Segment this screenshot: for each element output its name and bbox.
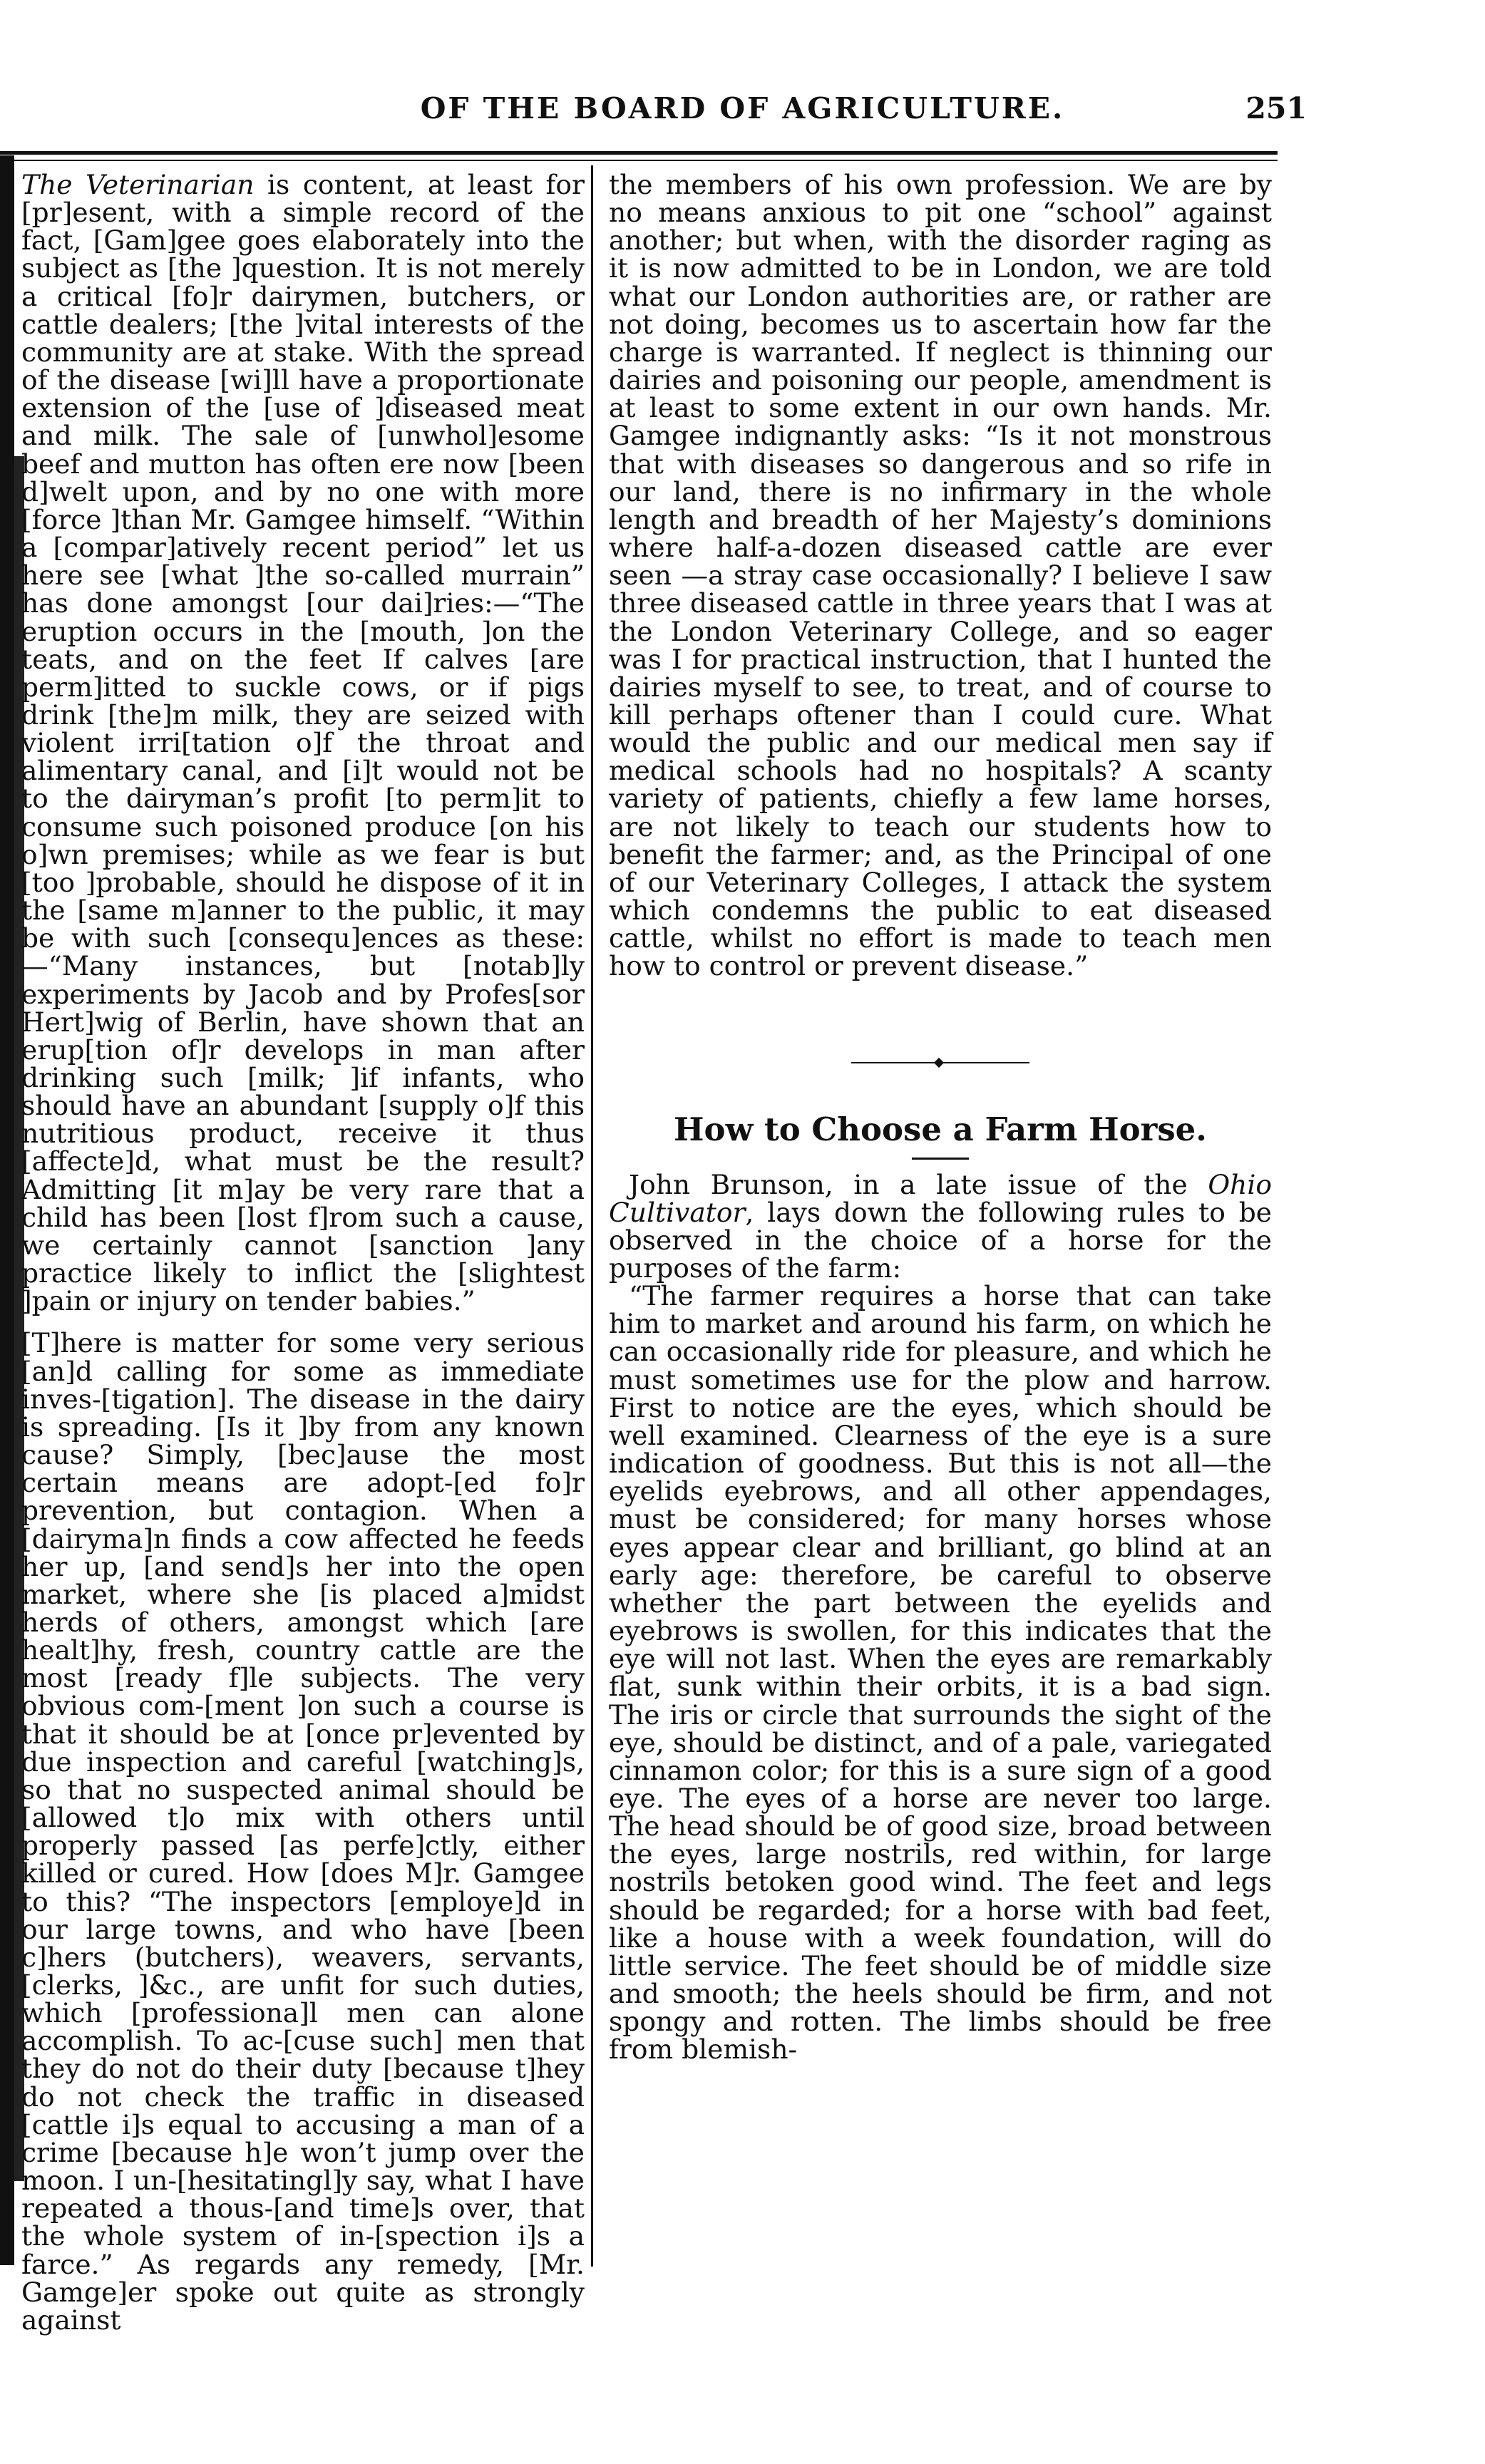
column-divider — [591, 165, 593, 2267]
running-head: OF THE BOARD OF AGRICULTURE. — [420, 91, 1065, 125]
left-paragraph-2: [T]here is matter for some very serious [an]d calling for some as immediate inves-[tigation]. The disease in the dairy is spreading. [Is it ]by from any known cause? Simply, [bec]ause the most certain means are adopt-[ed fo]r prevention, but contagion. When a [dairyma]n finds a cow affected he feeds her up, [and send]s her into the open market, where she [is placed a]midst herds of others, amongst which [are healt]hy, fresh, country cattle are the most [ready f]le subjects. The very obvious com-[ment ]on such a course is that it should be at [once pr]evented by due inspection and careful [watching]s, so that no suspected animal should be [allowed t]o mix with others until properly passed [as perfe]ctly, either killed or cured. How [does M]r. Gamgee to this? “The inspectors [employe]d in our large towns, and who have [been c]hers (butchers), weavers, servants, [clerks, ]&c., are unfit for such duties, which [professiona]l men can alone accomplish. To ac-[cuse such] men that they do not do their duty [because t]hey do not check the traffic in diseased [cattle i]s equal to accusing a man of a crime [because h]e won’t jump over the moon. I un-[hesitatingl]y say, what I have repeated a thous-[and time]s over, that the whole system of in-[spection i]s a farce.” As regards any remedy, [Mr. Gamge]er spoke out quite as strongly against — [21, 1327, 585, 2336]
left-paragraph-1-lead: The Veterinarian — [21, 169, 255, 200]
title-rule — [912, 1158, 969, 1160]
header-rule-thin — [0, 160, 1278, 161]
binding-shadow — [0, 155, 14, 2265]
right-paragraph-2-pre: John Brunson, in a late issue of the — [629, 1168, 1208, 1200]
ornament-diamond-icon — [934, 1057, 944, 1067]
page-number: 251 — [1245, 91, 1307, 125]
left-paragraph-1 — [21, 171, 585, 1315]
right-paragraph-3: “The farmer requires a horse that can take him to market and around his farm, on which he can occasionally ride for pleasure, and which he must sometimes use for the plow and harrow. First to notice are the eyes, which should be well examined. Clearness of the eye is a sure indication of goodness. But this is not all—the eyelids eyebrows, and all other appendages, must be considered; for many horses whose eyes appear clear and brilliant, go blind at an early age: therefore, be careful to observe whether the part between the eyelids and eyebrows is swollen, for this indicates that the eye will not last. When the eyes are remarkably flat, sunk within their orbits, it is a bad sign. The iris or circle that surrounds the sight of the eye, should be distinct, and of a pale, variegated cinnamon color; for this is a sure sign of a good eye. The eyes of a horse are never too large. The head should be of good size, broad between the eyes, large nostrils, red within, for large nostrils betoken good wind. The feet and legs should be regarded; for a horse with bad feet, like a house with a week foundation, will do little service. The feet should be of middle size and smooth; the heels should be firm, and not spongy and rotten. The limbs should be free from blemish- — [609, 1280, 1272, 2066]
header-rule-thick — [0, 151, 1278, 155]
right-paragraph-2-post: , lays down the following rules to be observed in the choice of a horse for the purposes of the farm: — [609, 1196, 1272, 1284]
section-ornament — [851, 1058, 1029, 1068]
right-paragraph-2 — [609, 1168, 1272, 1284]
left-column — [21, 169, 585, 2336]
publication-name: Ohio Cultivator — [609, 1168, 1272, 1228]
left-paragraph-1-text: is content, at least for [pr]esent, with a simple record of the fact, [Gam]gee goes elaborately into the subject as [the ]question. It is not merely a critical [fo]r dairymen, butchers, or cattle dealers; [the ]vital interests of the community are at stake. With the spread of the disease [wi]ll have a proportionate extension of the [use of ]diseased meat and milk. The sale of [unwhol]esome beef and mutton has often ere now [been d]welt upon, and by no one with more [force ]than Mr. Gamgee himself. “Within a [compar]atively recent period” let us here see [what ]the so-called murrain” has done amongst [our dai]ries:—“The eruption occurs in the [mouth, ]on the teats, and on the feet If calves [are perm]itted to suckle cows, or if pigs drink [the]m milk, they are seized with violent irri[tation o]f the throat and alimentary canal, and [i]t would not be to the dairyman’s profit [to perm]it to consume such poisoned produce [on his o]wn premises; while as we fear is but [too ]probable, should he dispose of it in the [same m]anner to the public, it may be with such [consequ]ences as these:—“Many instances, but [notab]ly experiments by Jacob and by Profes[sor Hert]wig of Berlin, have shown that an erup[tion of]r develops in man after drinking such [milk; ]if infants, who should have an abundant [supply o]f this nutritious product, receive it thus [affecte]d, what must be the result? Admitting [it m]ay be very rare that a child has been [lost f]rom such a cause, we certainly cannot [sanction ]any practice likely to inflict the [slightest ]pain or injury on tender babies.” — [21, 169, 585, 1317]
right-paragraph-1: the members of his own profession. We are by no means anxious to pit one “school” against another; but when, with the disorder raging as it is now admitted to be in London, we are told what our London authorities are, or rather are not doing, becomes us to ascertain how far the charge is warranted. If neglect is thinning our dairies and poisoning our people, amendment is at least to some extent in our own hands. Mr. Gamgee indignantly asks: “Is it not monstrous that with diseases so dangerous and so rife in our land, there is no infirmary in the whole length and breadth of her Majesty’s dominions where half-a-dozen diseased cattle are ever seen —a stray case occasionally? I believe I saw three diseased cattle in three years that I was at the London Veterinary College, and so eager was I for practical instruction, that I hunted the dairies myself to see, to treat, and of course to kill perhaps oftener than I could cure. What would the public and our medical men say if medical schools had no hospitals? A scanty variety of patients, chiefly a few lame horses, are not likely to teach our students how to benefit the farmer; and, as the Principal of one of our Veterinary Colleges, I attack the system which condemns the public to eat diseased cattle, whilst no effort is made to teach men how to control or prevent disease.” — [609, 169, 1272, 982]
right-column — [609, 171, 1272, 2281]
page-header — [0, 91, 1485, 141]
section-title: How to Choose a Farm Horse. — [674, 1110, 1207, 1148]
